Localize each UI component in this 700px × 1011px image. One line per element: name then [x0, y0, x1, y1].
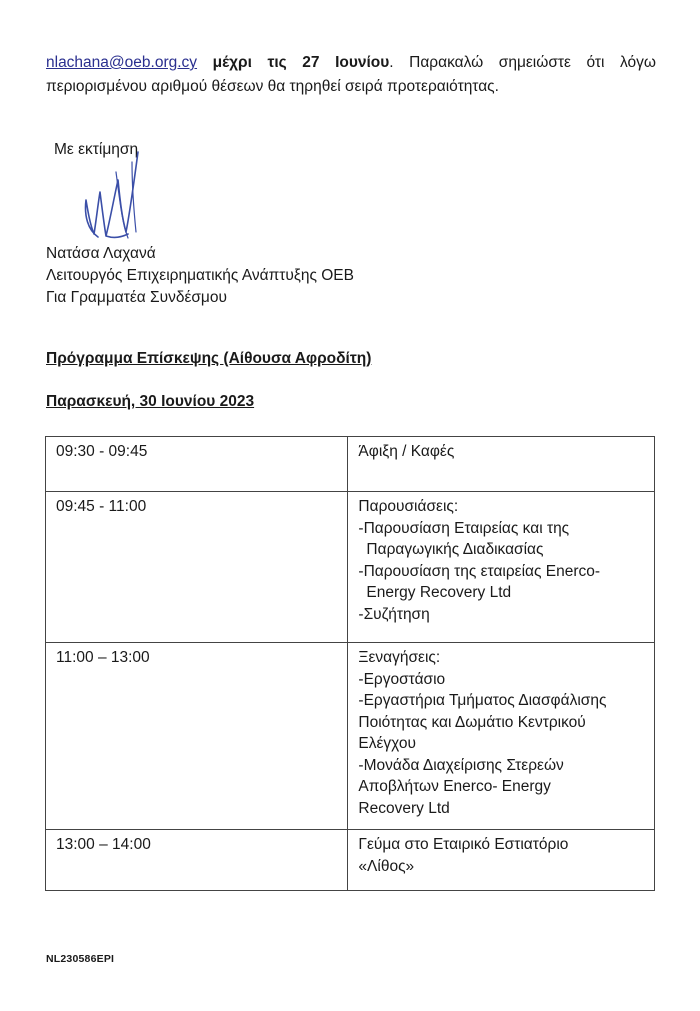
- activity-line: Παρουσιάσεις:: [358, 498, 459, 515]
- activity-cell: [348, 643, 655, 830]
- activity-line: «Λίθος»: [358, 857, 415, 875]
- closing-salutation: Με εκτίμηση: [54, 141, 139, 158]
- program-title: Πρόγραμμα Επίσκεψης (Αίθουσα Αφροδίτη): [46, 350, 372, 367]
- table-row: [46, 492, 655, 643]
- activity-cell: [348, 492, 655, 643]
- activity-line: Παραγωγικής Διαδικασίας: [366, 541, 544, 558]
- activity-line: Ελέγχου: [358, 735, 416, 752]
- signer-role: Λειτουργός Επιχειρηματικής Ανάπτυξης ΟΕΒ: [46, 267, 354, 284]
- activity-line: Γεύμα στο Εταιρικό Εστιατόριο: [358, 836, 569, 853]
- activity-line: Energy Recovery Ltd: [366, 584, 512, 601]
- time-cell: 09:45 - 11:00: [46, 492, 348, 643]
- time-cell: 13:00 – 14:00: [46, 830, 348, 891]
- table-row: [46, 830, 655, 891]
- activity-line: -Παρουσίαση της εταιρείας Enerco-: [358, 562, 601, 580]
- table-row: [46, 437, 655, 492]
- signer-on-behalf: Για Γραμματέα Συνδέσμου: [46, 289, 227, 306]
- activity-line: Ξεναγήσεις:: [358, 649, 441, 666]
- activity-line: -Παρουσίαση Εταιρείας και της: [358, 519, 570, 537]
- time-cell: 11:00 – 13:00: [46, 643, 348, 830]
- activity-line: -Συζήτηση: [358, 605, 430, 623]
- activity-line: -Μονάδα Διαχείρισης Στερεών: [358, 756, 564, 774]
- activity-line: Αποβλήτων Enerco- Energy: [358, 778, 551, 795]
- document-reference: NL230586EPI: [46, 953, 115, 965]
- intro-paragraph: [46, 51, 656, 99]
- activity-cell: [348, 437, 655, 492]
- time-cell: 09:30 - 09:45: [46, 437, 348, 492]
- handwritten-signature: [76, 142, 156, 252]
- activity-line: Άφιξη / Καφές: [358, 443, 455, 460]
- activity-line: Recovery Ltd: [358, 799, 450, 817]
- schedule-table: [45, 436, 655, 891]
- table-row: [46, 643, 655, 830]
- signer-name: Νατάσα Λαχανά: [46, 245, 156, 262]
- activity-line: Ποιότητας και Δωμάτιο Κεντρικού: [358, 713, 586, 731]
- date-heading: Παρασκευή, 30 Ιουνίου 2023: [46, 393, 255, 410]
- deadline-text: μέχρι τις 27 Ιουνίου: [212, 54, 390, 71]
- activity-line: -Εργοστάσιο: [358, 670, 446, 688]
- email-link[interactable]: nlachana@oeb.org.cy: [46, 54, 198, 71]
- intro-text: . Παρακαλώ σημειώστε ότι λόγω περιορισμένου αριθμού θέσεων θα τηρηθεί σειρά προτεραιότητας.: [46, 54, 657, 95]
- signer-block: [46, 243, 354, 309]
- activity-line: -Εργαστήρια Τμήματος Διασφάλισης: [358, 692, 607, 709]
- activity-cell: [348, 830, 655, 891]
